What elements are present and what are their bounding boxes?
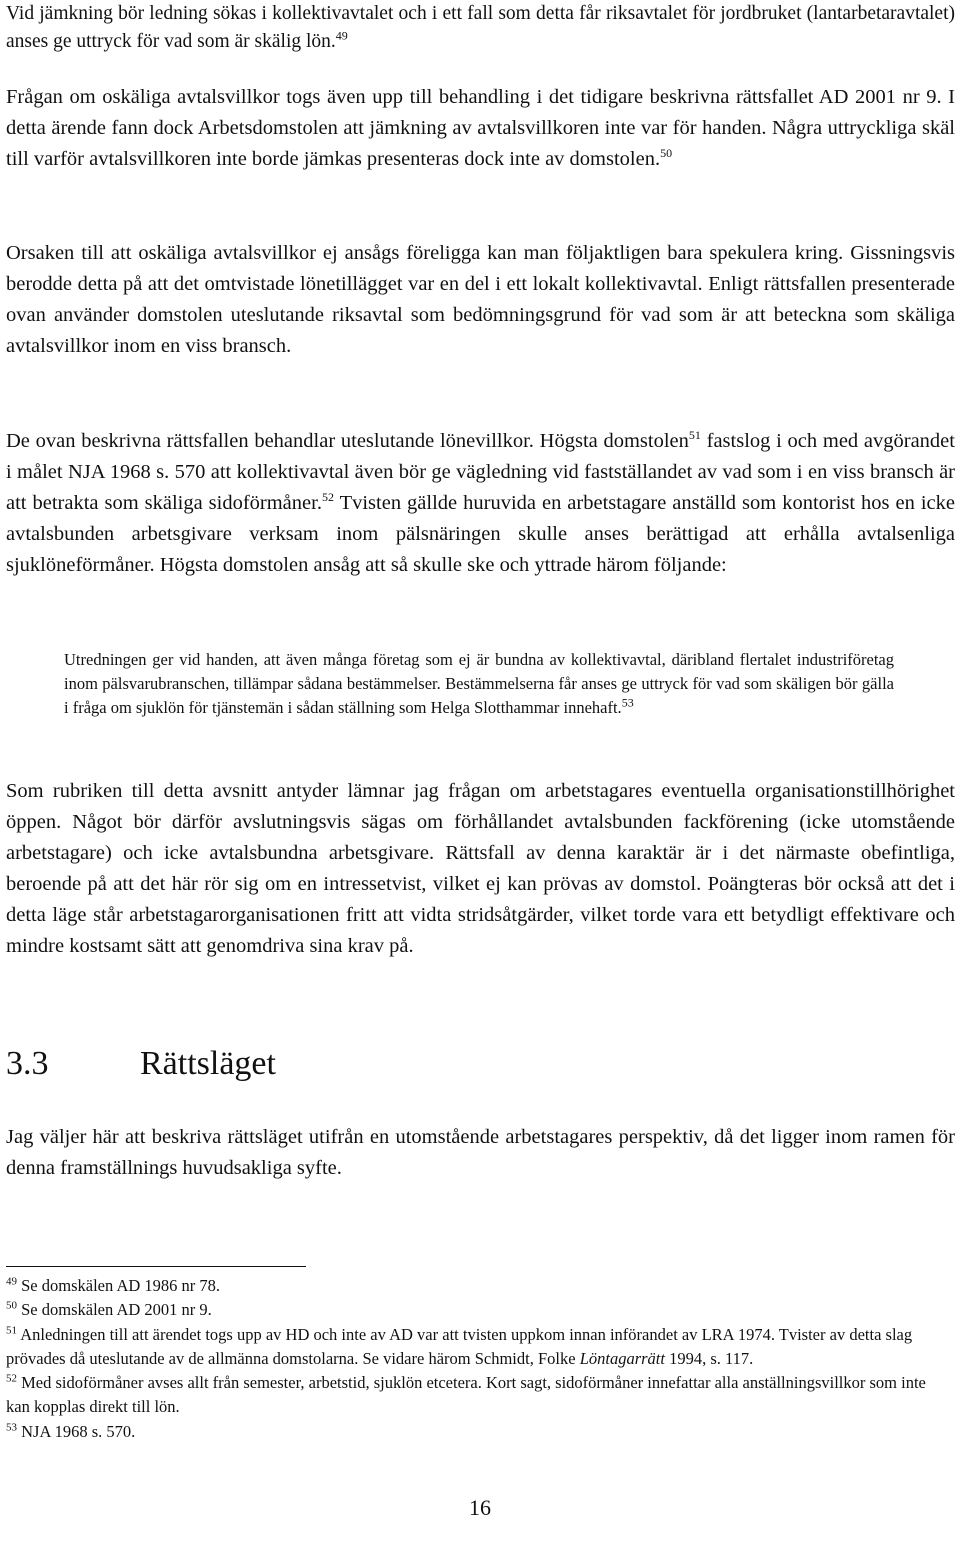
- footnote-separator: [6, 1266, 306, 1267]
- section-title: Rättsläget: [140, 1045, 276, 1082]
- paragraph-5: [6, 776, 955, 962]
- paragraph-1: [6, 0, 955, 56]
- paragraph-2: [6, 82, 955, 175]
- footnote-50: [6, 1298, 931, 1322]
- footnote-text-end: 1994, s. 117.: [664, 1348, 754, 1368]
- paragraph-3-text: Orsaken till att oskäliga avtalsvillkor ej ansågs föreligga kan man följaktligen bara spekulera kring. Gissningsvis berodde detta på att det omtvistade lönetillägget var en del i ett lokalt kollektivavtal. Enligt rättsfallen presenterade ovan använder domstolen uteslutande riksavtal som bedömningsgrund för vad som är att beteckna som skäliga avtalsvillkor inom en viss bransch.: [6, 242, 955, 357]
- footnote-49: [6, 1274, 931, 1298]
- paragraph-4: [6, 426, 955, 581]
- footnotes: [6, 1274, 931, 1444]
- paragraph-5-text: Som rubriken till detta avsnitt antyder lämnar jag frågan om arbetstagares eventuella organisationstillhörighet öppen. Något bör därför avslutningsvis sägas om förhållandet avtalsbunden fackförening (icke utomstående arbetstagare) och icke avtalsbundna arbetsgivare. Rättsfall av denna karaktär är i det närmaste obefintliga, beroende på att det här rör sig om en intressetvist, vilket ej kan prövas av domstol. Poängteras bör också att det i detta läge står arbetstagarorganisationen fritt att vidta stridsåtgärder, vilket torde vara ett betydligt effektivare och mindre kostsamt sätt att genomdriva sina krav på.: [6, 780, 955, 957]
- footnote-text: Anledningen till att ärendet togs upp av HD och inte av AD var att tvisten uppkom innan införandet av LRA 1974. Tvister av detta slag prövades då uteslutande av de allmänna domstolarna. Se vidare härom Schmidt, Folke: [6, 1324, 913, 1368]
- paragraph-3: [6, 238, 955, 362]
- paragraph-4-text-a: De ovan beskrivna rättsfallen behandlar uteslutande lönevillkor. Högsta domstolen: [6, 430, 689, 452]
- footnote-number: 51: [6, 1324, 17, 1337]
- block-quote-text: Utredningen ger vid handen, att även många företag som ej är bundna av kollektivavtal, däribland flertalet industriföretag inom pälsvarubranschen, tillämpar sådana bestämmelser. Bestämmelserna får anses ge uttryck för vad som skäligen bör gälla i fråga om sjuklön för tjänstemän i sådan ställning som Helga Slotthammar innehaft.: [64, 650, 894, 717]
- paragraph-1-text: Vid jämkning bör ledning sökas i kollektivavtalet och i ett fall som detta får riksavtalet för jordbruket (lantarbetaravtalet) anses ge uttryck för vad som är skälig lön.: [6, 3, 955, 52]
- footnote-text: Se domskälen AD 1986 nr 78.: [21, 1276, 221, 1295]
- footnote-53: [6, 1420, 931, 1444]
- footnote-text: NJA 1968 s. 570.: [21, 1421, 136, 1441]
- page-number: 16: [469, 1495, 491, 1520]
- footnote-text: Med sidoförmåner avses allt från semester, arbetstid, sjuklön etcetera. Kort sagt, sidoförmåner innefattar alla anställningsvillkor som inte kan kopplas direkt till lön.: [6, 1373, 926, 1417]
- footnote-ref-49[interactable]: 49: [335, 28, 348, 43]
- footnote-ref-50[interactable]: 50: [660, 146, 673, 161]
- footnote-number: 53: [6, 1421, 17, 1434]
- footnote-ref-52[interactable]: 52: [321, 490, 334, 505]
- section-heading: [6, 1042, 276, 1086]
- paragraph-6-text: Jag väljer här att beskriva rättsläget utifrån en utomstående arbetstagares perspektiv, då det ligger inom ramen för denna framställnings huvudsakliga syfte.: [6, 1126, 955, 1179]
- book-title: Löntagarrätt: [579, 1348, 665, 1368]
- paragraph-6: [6, 1122, 955, 1184]
- footnote-ref-53[interactable]: 53: [621, 695, 634, 710]
- footnote-51: [6, 1323, 931, 1372]
- paragraph-4-text-c: Tvisten gällde huruvida en arbetstagare anställd som kontorist hos en icke avtalsbunden arbetsgivare verksam inom pälsnäringen skulle anses berättigad att erhålla avtalsenliga sjuklöneförmåner. Högsta domstolen ansåg att så skulle ske och yttrade härom följande:: [6, 492, 955, 576]
- footnote-number: 52: [6, 1372, 17, 1385]
- footnote-number: 49: [6, 1275, 17, 1288]
- paragraph-2-text: Frågan om oskäliga avtalsvillkor togs även upp till behandling i det tidigare beskrivna rättsfallet AD 2001 nr 9. I detta ärende fann dock Arbetsdomstolen att jämkning av avtalsvillkoren inte var för handen. Några uttryckliga skäl till varför avtalsvillkoren inte borde jämkas presenteras dock inte av domstolen.: [6, 86, 955, 170]
- section-number: 3.3: [6, 1045, 49, 1082]
- block-quote: [64, 648, 894, 720]
- footnote-52: [6, 1371, 931, 1420]
- paragraph-4-text-b: fastslog i och med avgörandet i målet NJA 1968 s. 570 att kollektivavtal även bör ge vägledning vid fastställandet av vad som i en viss bransch är att betrakta som skäliga sidoförmåner.: [6, 430, 955, 514]
- footnote-ref-51[interactable]: 51: [688, 428, 701, 443]
- footnote-number: 50: [6, 1299, 17, 1312]
- footnote-text: Se domskälen AD 2001 nr 9.: [21, 1300, 212, 1320]
